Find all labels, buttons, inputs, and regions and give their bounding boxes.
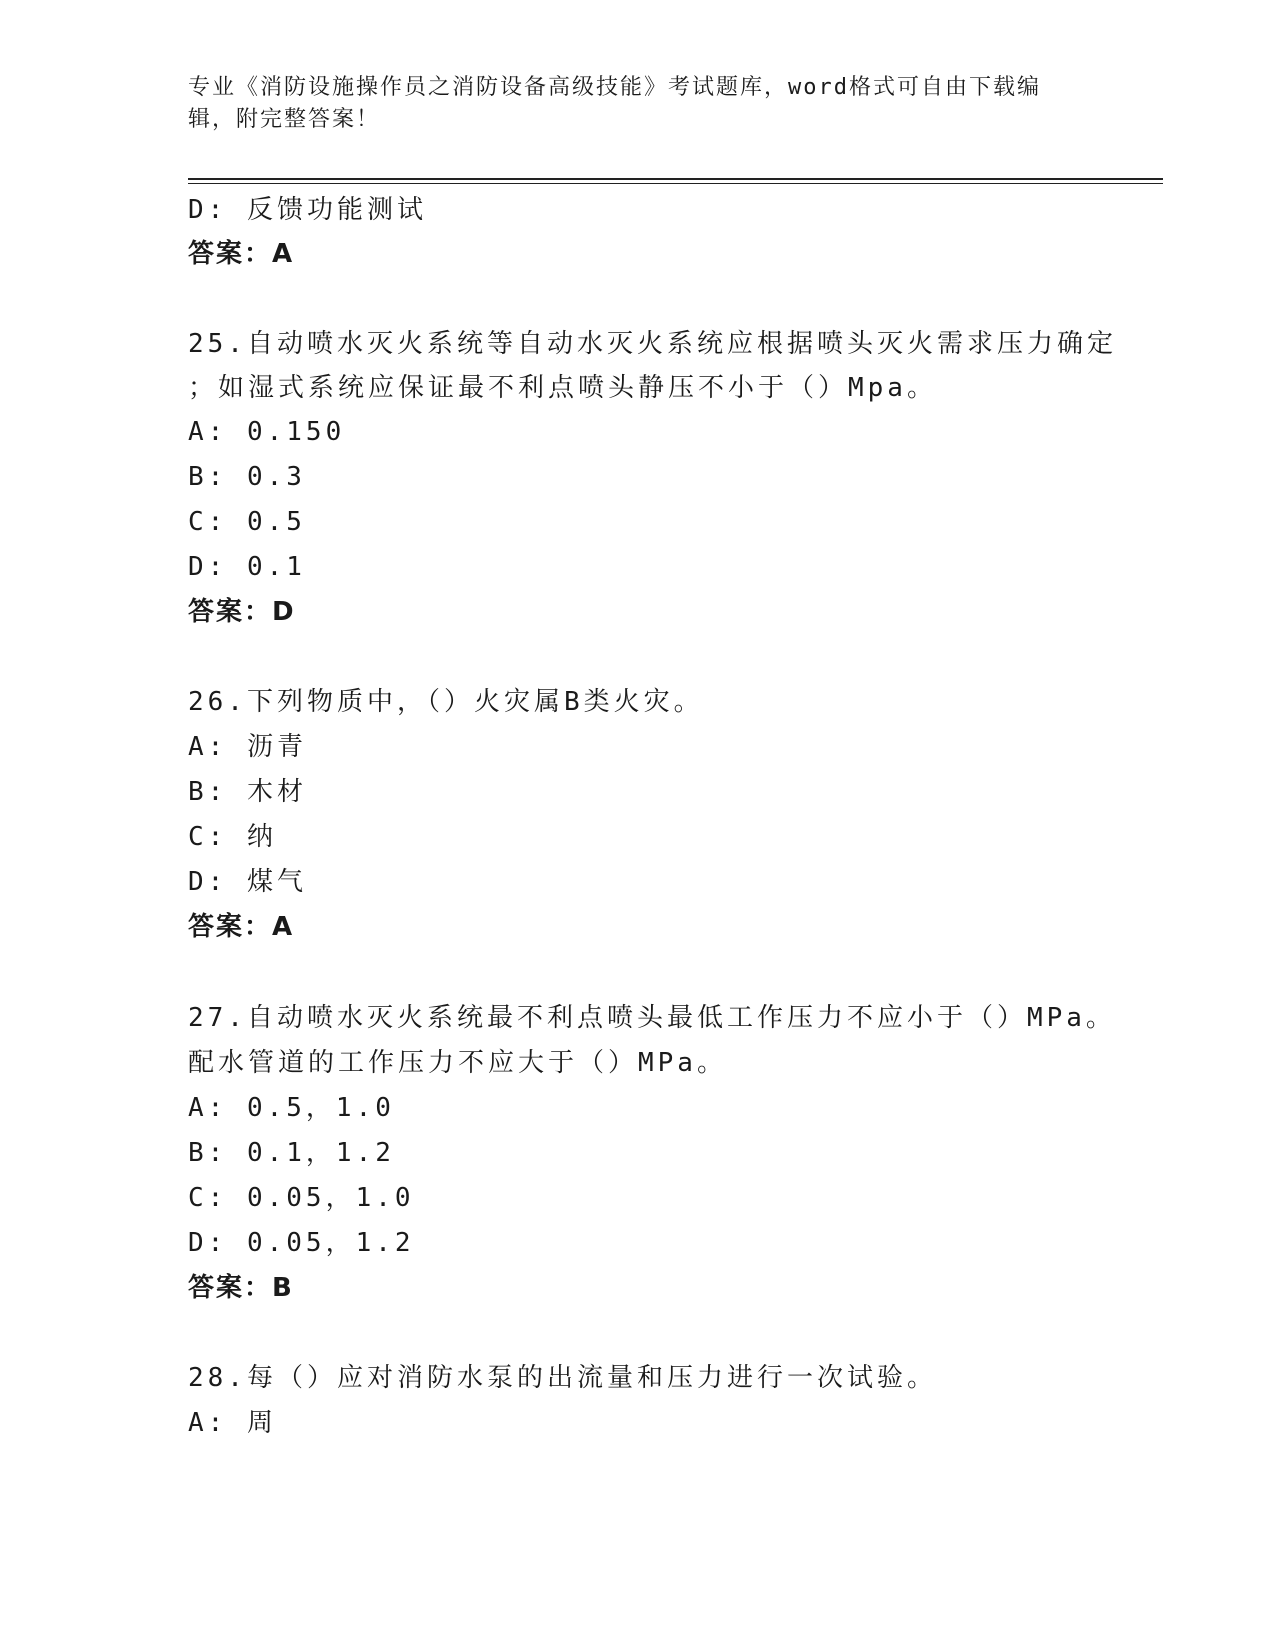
header-line-2: 辑，附完整答案！ [188,107,381,132]
q25-answer: 答案：D [188,597,296,627]
q26-stem-line1: 26.下列物质中，（）火灾属B类火灾。 [188,687,704,717]
prev-answer: 答案：A [188,239,295,269]
q27-answer: 答案：B [188,1273,294,1303]
q27-option-d: D: 0.05，1.2 [188,1228,415,1258]
q27-stem-line1: 27.自动喷水灭火系统最不利点喷头最低工作压力不应小于（）MPa。 [188,1003,1116,1033]
q26-answer: 答案：A [188,912,295,942]
q26-option-c: C: 纳 [188,822,277,852]
header-line-1: 专业《消防设施操作员之消防设备高级技能》考试题库，word格式可自由下载编 [188,75,1041,100]
q25-option-c: C: 0.5 [188,507,306,537]
q28-stem-line1: 28.每（）应对消防水泵的出流量和压力进行一次试验。 [188,1363,937,1393]
q26-option-b: B: 木材 [188,777,307,807]
prev-option-d: D: 反馈功能测试 [188,195,427,225]
q26-option-a: A: 沥青 [188,732,307,762]
q25-option-d: D: 0.1 [188,552,306,582]
q27-option-a: A: 0.5，1.0 [188,1093,395,1123]
q26-option-d: D: 煤气 [188,867,307,897]
q27-option-c: C: 0.05，1.0 [188,1183,415,1213]
q25-stem-line2: ；如湿式系统应保证最不利点喷头静压不小于（）Mpa。 [188,373,937,403]
q28-option-a: A: 周 [188,1408,277,1438]
q25-option-a: A: 0.150 [188,417,346,447]
q25-stem-line1: 25.自动喷水灭火系统等自动水灭火系统应根据喷头灭火需求压力确定 [188,329,1117,359]
q25-option-b: B: 0.3 [188,462,306,492]
header-divider [188,178,1163,180]
header-divider-thin [188,183,1163,184]
q27-stem-line2: 配水管道的工作压力不应大于（）MPa。 [188,1048,727,1078]
q27-option-b: B: 0.1，1.2 [188,1138,395,1168]
